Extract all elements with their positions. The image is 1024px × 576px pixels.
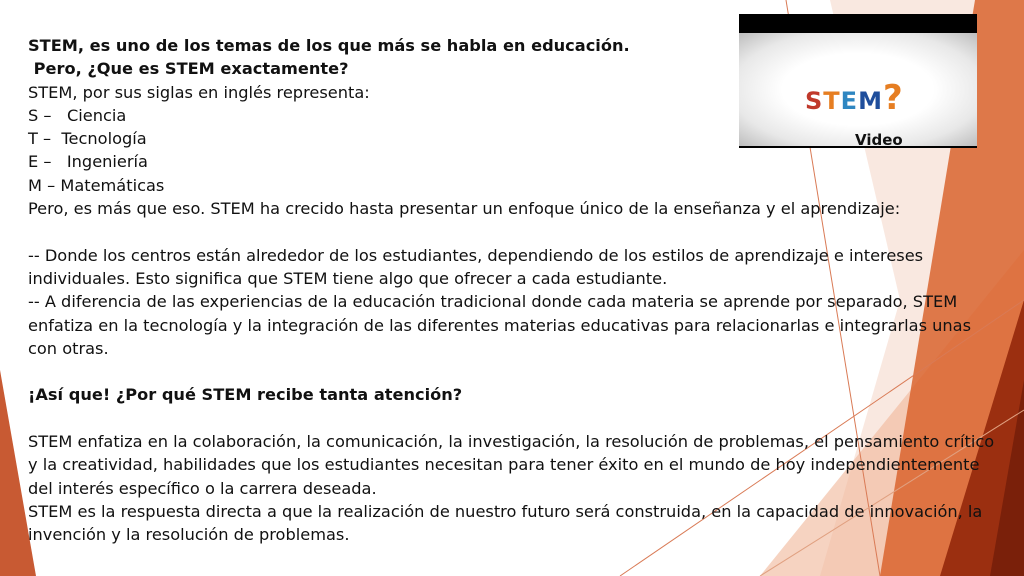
question-mark-icon: ? xyxy=(882,78,904,118)
stem-logo-m: M xyxy=(858,87,883,115)
approach-sentence: Pero, es más que eso. STEM ha crecido hasta presentar un enfoque único de la enseñanza y el aprendizaje: xyxy=(28,199,901,219)
question-heading: Pero, ¿Que es STEM exactamente? xyxy=(28,59,349,79)
video-frame xyxy=(739,33,977,149)
paragraph-integration: -- A diferencia de las experiencias de la educación tradicional donde cada materia se aprende por separado, STEM enfatiza en la tecnología y la integración de las diferentes materias educativas para relacionarlas e integrarlas unas con otras. xyxy=(28,292,972,358)
spacer xyxy=(28,360,1003,383)
acronym-t: T – Tecnología xyxy=(28,129,147,149)
stem-logo xyxy=(805,78,904,118)
attention-question: ¡Así que! ¿Por qué STEM recibe tanta atención? xyxy=(28,385,463,405)
acronym-intro: STEM, por sus siglas en inglés representa: xyxy=(28,82,370,102)
paragraph-skills: STEM enfatiza en la colaboración, la comunicación, la investigación, la resolución de problemas, el pensamiento crítico y la creatividad, habilidades que los estudiantes necesitan para tener éxito en el mundo de hoy independientemente del interés específico o la carrera deseada. xyxy=(28,432,995,498)
video-label: Video xyxy=(855,131,903,149)
paragraph-future: STEM es la respuesta directa a que la realización de nuestro futuro será construida, en la capacidad de innovación, la invención y la resolución de problemas. xyxy=(28,501,983,545)
video-thumbnail[interactable] xyxy=(739,14,977,148)
acronym-m: M – Matemáticas xyxy=(28,175,165,195)
acronym-s: S – Ciencia xyxy=(28,105,127,125)
stem-logo-t: T xyxy=(823,87,841,115)
intro-heading: STEM, es uno de los temas de los que más se habla en educación. xyxy=(28,36,630,55)
stem-logo-e: E xyxy=(840,87,859,115)
spacer xyxy=(28,220,1003,243)
spacer xyxy=(28,407,1003,430)
acronym-e: E – Ingeniería xyxy=(28,152,148,172)
stem-logo-s: S xyxy=(805,87,824,115)
paragraph-student-centered: -- Donde los centros están alrededor de los estudiantes, dependiendo de los estilos de aprendizaje e intereses individuales. Esto significa que STEM tiene algo que ofrecer a cada estudiante. xyxy=(28,245,924,288)
